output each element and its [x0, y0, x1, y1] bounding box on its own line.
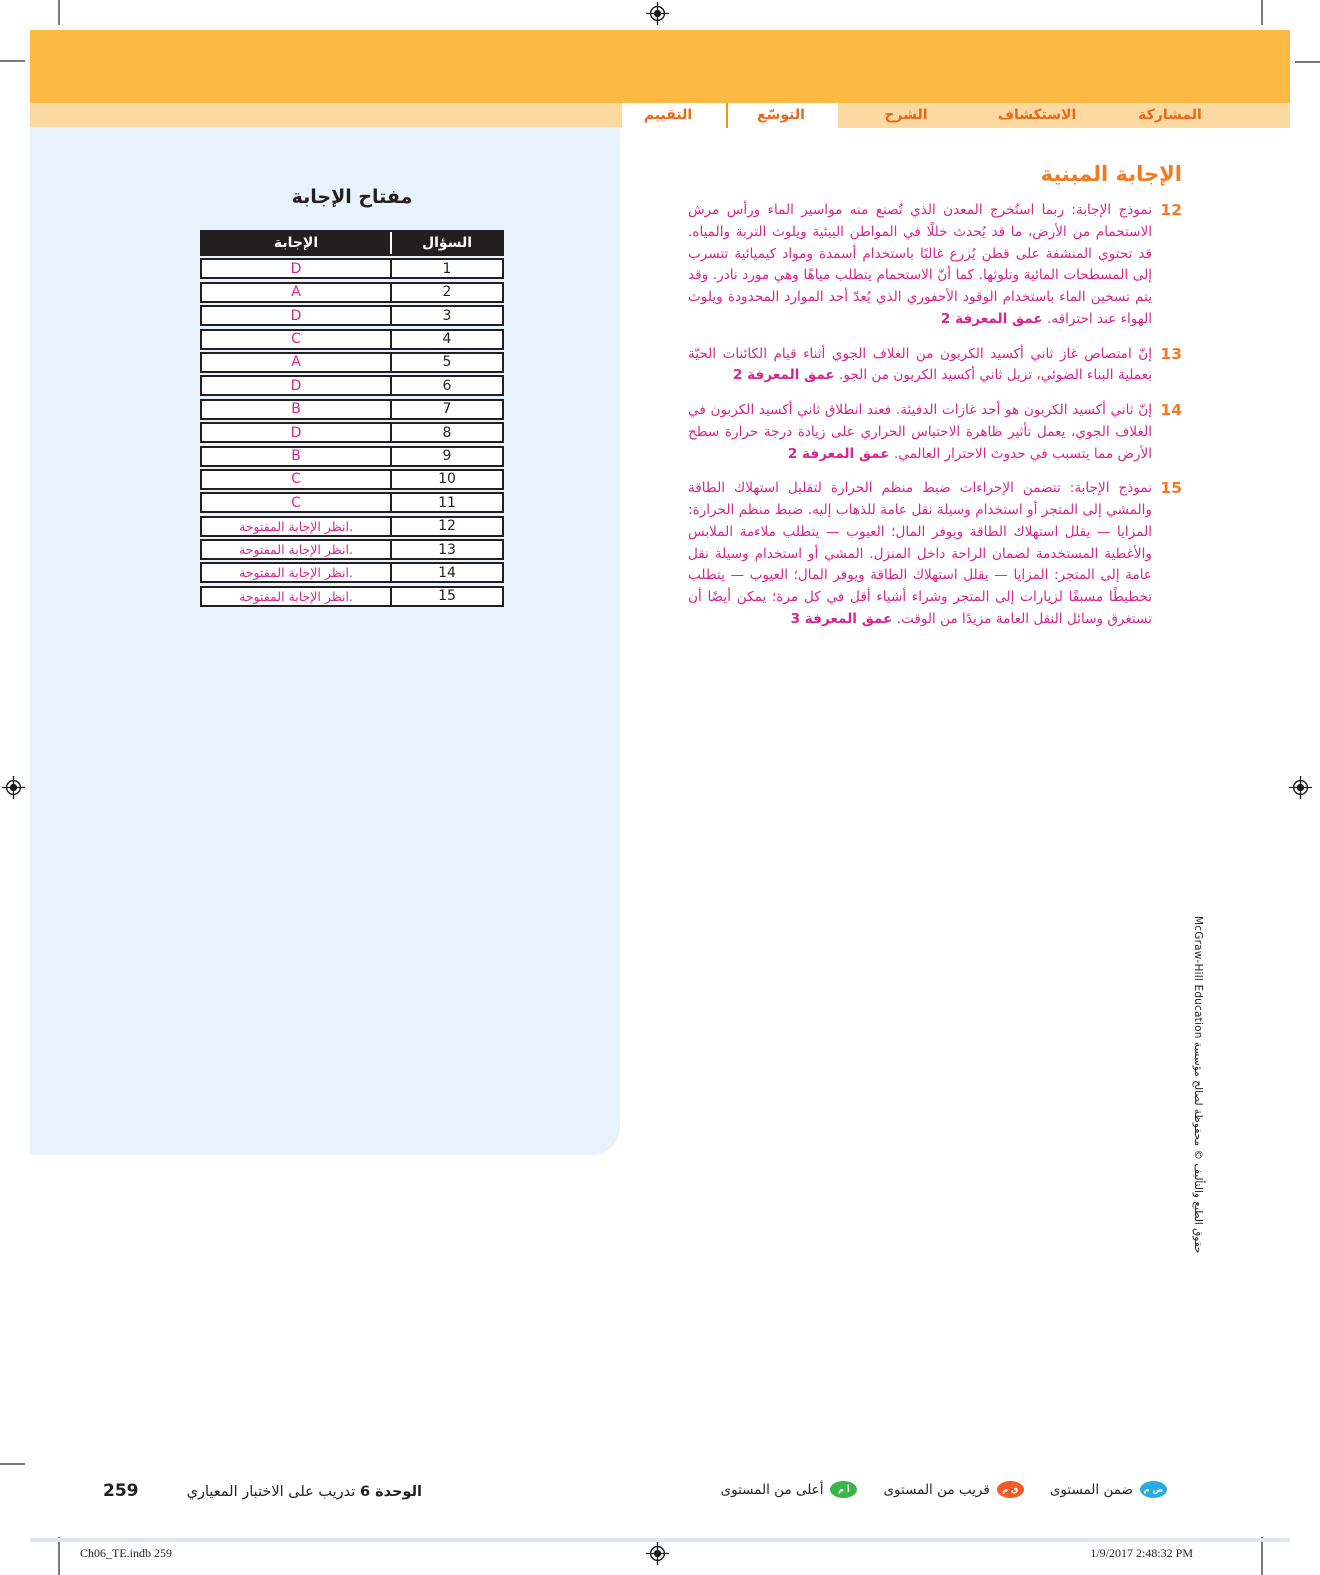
question-cell: 8	[390, 424, 502, 441]
page-number: 259	[103, 1481, 139, 1501]
crop-mark-bottom-left-h	[0, 1463, 25, 1465]
print-file-info: Ch06_TE.indb 259	[80, 1546, 172, 1560]
tab-explore[interactable]: الاستكشاف	[997, 107, 1077, 123]
legend-entry	[1050, 1481, 1167, 1498]
item-text	[688, 400, 1152, 465]
answer-cell: C	[291, 331, 301, 348]
answer-key-table	[200, 230, 504, 609]
table-row	[200, 352, 504, 373]
level-legend	[695, 1481, 1167, 1498]
table-row	[200, 282, 504, 303]
question-cell: 2	[390, 284, 502, 301]
legend-label: ضمن المستوى	[1049, 1481, 1133, 1498]
depth-of-knowledge-tag: عمق المعرفة 2	[732, 367, 835, 384]
crop-mark-top-right-v	[1261, 0, 1263, 25]
tab-evaluate[interactable]: التقييم	[643, 107, 693, 123]
item-body-text: إنّ ثاني أكسيد الكربون هو أحد غازات الدفيئة. فعند انطلاق ثاني أكسيد الكربون في الغلاف الجوي، يعمل تأثير ظاهرة الاحتباس الحراري على زيادة درجة حرارة سطح الأرض مما يتسبب في حدوث الاحترار العالمي.	[688, 402, 1152, 462]
constructed-response-section	[688, 162, 1182, 644]
header-band	[30, 30, 1290, 103]
question-cell: 1	[390, 260, 502, 277]
question-cell: 10	[390, 471, 502, 488]
tab-extend[interactable]: التوسّع	[757, 107, 805, 123]
legend-label: أعلى من المستوى	[720, 1481, 824, 1498]
question-column-header: السؤال	[390, 232, 502, 254]
table-row	[200, 492, 504, 513]
answer-cell: B	[291, 401, 301, 418]
answer-item	[688, 200, 1182, 331]
level-badge-icon: ض م	[1140, 1481, 1167, 1498]
question-cell: 13	[390, 541, 502, 558]
item-number: 12	[1160, 201, 1182, 219]
unit-title: تدريب على الاختبار المعياري	[186, 1484, 360, 1500]
answer-cell: A	[291, 354, 301, 371]
answer-cell: B	[291, 448, 301, 465]
unit-number: الوحدة 6	[359, 1484, 422, 1500]
question-cell: 3	[390, 307, 502, 324]
answer-cell: A	[291, 284, 301, 301]
question-cell: 14	[390, 564, 502, 581]
depth-of-knowledge-tag: عمق المعرفة 2	[787, 445, 890, 462]
tab-separator	[726, 103, 728, 128]
depth-of-knowledge-tag: عمق المعرفة 2	[940, 310, 1043, 327]
item-number: 15	[1160, 479, 1182, 498]
answer-cell: انظر الإجابة المفتوحة.	[239, 565, 353, 581]
item-body-text: إنّ امتصاص غاز ثاني أكسيد الكربون من الغلاف الجوي أثناء قيام الكائنات الحيّة بعملية البناء الضوئي، تزيل ثاني أكسيد الكربون من الجو.	[688, 345, 1152, 384]
answer-cell: C	[291, 494, 301, 511]
tab-engage[interactable]: المشاركة	[1138, 107, 1202, 123]
crop-mark-top-left-v	[58, 0, 60, 25]
table-row	[200, 375, 504, 396]
table-row	[200, 399, 504, 420]
answer-item	[688, 478, 1182, 630]
question-cell: 12	[390, 518, 502, 535]
question-cell: 11	[390, 494, 502, 511]
answer-cell: D	[290, 377, 302, 394]
table-row	[200, 305, 504, 326]
answer-cell: انظر الإجابة المفتوحة.	[239, 542, 353, 558]
answer-cell: انظر الإجابة المفتوحة.	[239, 518, 353, 534]
page-edge-shadow	[30, 1538, 1290, 1542]
item-number: 14	[1160, 401, 1182, 419]
question-cell: 15	[390, 588, 502, 605]
registration-mark-bottom	[646, 1542, 669, 1565]
copyright-sidebar-text: حقوق الطبع والتأليف © محفوظة لصالح مؤسسة McGraw-Hill Education	[1192, 916, 1204, 1254]
level-badge-icon: ق م	[997, 1481, 1024, 1498]
depth-of-knowledge-tag: عمق المعرفة 3	[790, 610, 893, 627]
tab-explain[interactable]: الشرح	[884, 107, 928, 123]
answer-key-header-row	[200, 230, 504, 256]
answer-key-title: مفتاح الإجابة	[291, 186, 413, 208]
legend-entry	[883, 1481, 1023, 1498]
level-badge-icon: أ م	[830, 1481, 857, 1498]
table-row	[200, 446, 504, 467]
crop-mark-top-left-h	[0, 60, 25, 62]
answer-column-header: الإجابة	[273, 235, 319, 251]
table-row	[200, 258, 504, 279]
answer-cell: C	[291, 471, 301, 488]
item-number: 13	[1160, 344, 1182, 363]
question-cell: 6	[390, 377, 502, 394]
answer-cell: D	[290, 260, 302, 277]
table-row	[200, 516, 504, 537]
table-row	[200, 329, 504, 350]
table-row	[200, 469, 504, 490]
table-row	[200, 562, 504, 583]
question-cell: 4	[390, 331, 502, 348]
print-timestamp: 1/9/2017 2:48:32 PM	[1090, 1546, 1193, 1560]
registration-mark-left	[2, 776, 25, 799]
question-cell: 7	[390, 401, 502, 418]
answer-cell: انظر الإجابة المفتوحة.	[239, 588, 353, 604]
item-body-text: نموذج الإجابة: تتضمن الإجراءات ضبط منظم الحرارة لتقليل استهلاك الطاقة والمشي إلى المتجر أو استخدام وسيلة نقل عامة للذهاب إليه. ضبط منظم الحرارة: المزايا — يقلل استهلاك الطاقة ويوفر المال؛ العيوب — يتطلب ملاءمة الملابس والأغطية المستخدمة لضمان الراحة داخل المنزل. المشي أو استخدام وسيلة نقل عامة إلى المتجر: المزايا — يقلل استهلاك الطاقة ويوفر المال؛ العيوب — يتطلب تخطيطًا مسبقًا لزيارات إلى المتجر وشراء أشياء أقل في كل مرة؛ يمكن أيضًا أن تستغرق وسائل النقل العامة مزيدًا من الوقت.	[688, 480, 1152, 627]
crop-mark-bottom-right-v	[1261, 1537, 1263, 1575]
unit-footer-label	[160, 1484, 422, 1500]
table-row	[200, 586, 504, 607]
item-text	[688, 344, 1152, 388]
item-body-text: نموذج الإجابة: ربما استُخرج المعدن الذي تُصنع منه مواسير الماء ورأس مرش الاستحمام من الأرض، ما قد يُحدث خللًا في المواطن البيئية ويلوث التربة والمياه. قد تحتوي المنشفة على قطن يُزرع غالبًا باستخدام أسمدة ومواد كيميائية تتسرب إلى المسطحات المائية وتلوثها. كما أنّ الاستحمام يتطلب مياهًا وهي مورد نادر. وقد يتم تسخين الماء باستخدام الوقود الأحفوري الذي يُعدّ أحد الموارد المحدودة ويلوث الهواء عند احتراقه.	[688, 202, 1152, 327]
item-text	[688, 478, 1152, 630]
legend-label: قريب من المستوى	[883, 1481, 990, 1498]
table-row	[200, 539, 504, 560]
registration-mark-right	[1289, 776, 1312, 799]
section-title: الإجابة المبنية	[1040, 162, 1182, 186]
answer-item	[688, 400, 1182, 465]
registration-mark-top	[646, 2, 669, 25]
crop-mark-top-right-h	[1295, 61, 1320, 63]
legend-entry	[721, 1481, 858, 1498]
question-cell: 5	[390, 354, 502, 371]
question-cell: 9	[390, 448, 502, 465]
answer-cell: D	[290, 424, 302, 441]
item-text	[688, 200, 1152, 331]
answer-cell: D	[290, 307, 302, 324]
answer-item	[688, 344, 1182, 388]
crop-mark-bottom-left-v	[58, 1537, 60, 1575]
table-row	[200, 422, 504, 443]
